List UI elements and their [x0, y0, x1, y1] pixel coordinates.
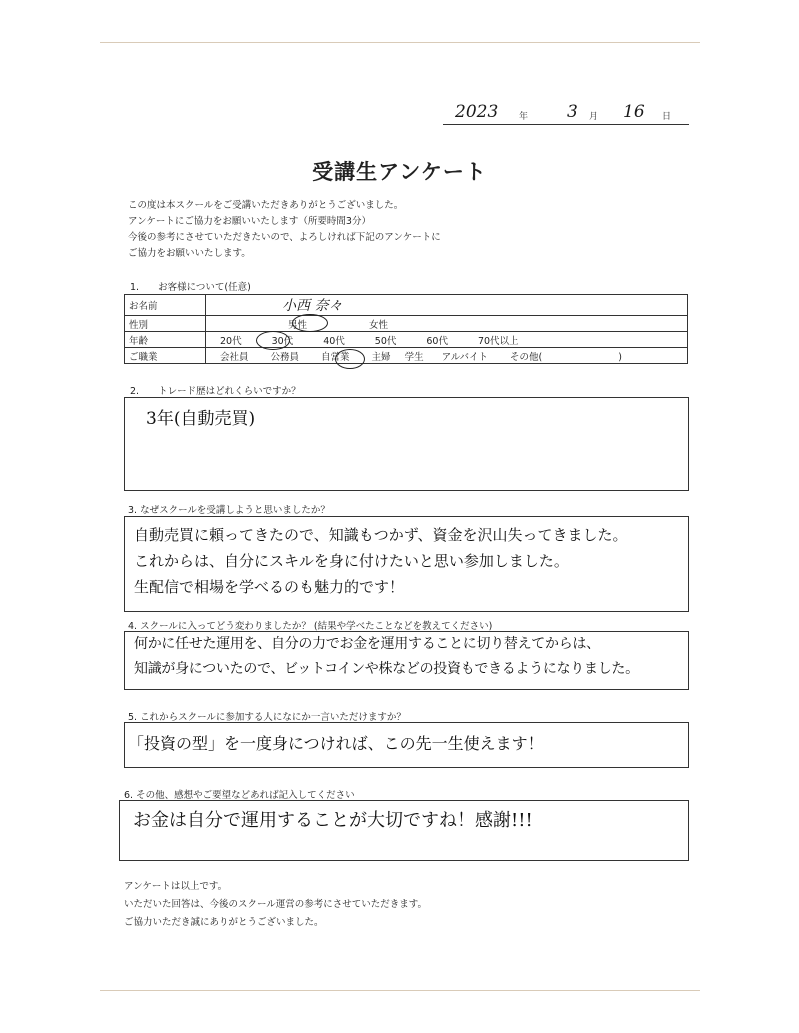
- intro-text: [128, 198, 441, 262]
- date-row: [443, 100, 689, 124]
- date-month-unit: 月: [589, 112, 599, 122]
- job-selection-circle: [335, 349, 365, 369]
- date-year-unit: 年: [519, 112, 529, 122]
- name-label: お名前: [125, 295, 206, 316]
- age-option-50s[interactable]: 50代: [374, 335, 397, 347]
- q3-answer: [134, 522, 628, 600]
- gender-options: [206, 316, 688, 332]
- age-label: 年齢: [125, 332, 206, 348]
- q4-answer-line: 何かに任せた運用を、自分の力でお金を運用することに切り替えてからは、: [134, 636, 600, 652]
- age-option-20s[interactable]: 20代: [220, 335, 242, 347]
- date-underline: [443, 124, 689, 125]
- name-value: 小西 奈々: [282, 298, 343, 314]
- q5-heading: 5. これからスクールに参加する人になにか一言いただけますか？: [128, 712, 406, 723]
- gender-row: [125, 316, 688, 332]
- age-option-60s[interactable]: 60代: [426, 335, 448, 347]
- intro-line: アンケートにご協力をお願いいたします（所要時間3分）: [128, 216, 371, 227]
- job-option-homemaker[interactable]: 主婦: [371, 351, 391, 363]
- q3-answer-line: 自動売買に頼ってきたので、知識もつかず、資金を沢山失ってきました。: [134, 526, 628, 544]
- age-option-70plus[interactable]: 70代以上: [477, 335, 519, 347]
- job-option-self-employed[interactable]: 自営業: [321, 351, 350, 363]
- q6-heading: 6. その他、感想やご要望などあれば記入してください: [124, 790, 355, 801]
- intro-line: この度は本スクールをご受講いただきありがとうございました。: [128, 200, 404, 211]
- date-year: 2023: [455, 102, 499, 122]
- age-option-40s[interactable]: 40代: [323, 335, 345, 347]
- page-title: 受講生アンケート: [312, 160, 487, 184]
- job-option-other[interactable]: その他( ): [510, 351, 622, 363]
- age-option-30s[interactable]: 30代: [271, 335, 294, 347]
- page-bottom-edge: [100, 990, 700, 991]
- footer-line: ご協力いただき誠にありがとうございました。: [124, 917, 324, 928]
- q3-heading: 3. なぜスクールを受講しようと思いましたか？: [128, 505, 330, 516]
- gender-selection-circle: [292, 314, 328, 332]
- age-row: [125, 332, 688, 348]
- q3-answer-line: 生配信で相場を学べるのも魅力的です！: [134, 578, 405, 596]
- q4-answer: [134, 632, 639, 682]
- job-option-employee[interactable]: 会社員: [220, 351, 249, 363]
- footer-line: アンケートは以上です。: [124, 881, 228, 892]
- job-label: ご職業: [125, 348, 206, 364]
- gender-option-male[interactable]: 男性: [288, 319, 308, 331]
- age-selection-circle: [256, 331, 290, 350]
- q6-answer: お金は自分で運用することが大切ですね！感謝!!!: [133, 810, 533, 831]
- job-options: [206, 348, 688, 364]
- date-month: 3: [567, 102, 578, 122]
- page-top-edge: [100, 42, 700, 43]
- intro-line: ご協力をお願いいたします。: [128, 248, 251, 259]
- gender-label: 性別: [125, 316, 206, 332]
- date-day: 16: [623, 102, 645, 122]
- gender-option-female[interactable]: 女性: [369, 319, 389, 331]
- name-field[interactable]: [206, 295, 688, 316]
- q5-answer: 「投資の型」を一度身につければ、この先一生使えます！: [128, 734, 544, 753]
- q4-heading: 4. スクールに入ってどう変わりましたか？ (結果や学べたことなどを教えてください): [128, 621, 493, 632]
- section1-heading: 1. お客様について(任意): [130, 282, 251, 293]
- footer-line: いただいた回答は、今後のスクール運営の参考にさせていただきます。: [124, 899, 428, 910]
- name-row: [125, 295, 688, 316]
- q2-heading: 2. トレード歴はどれくらいですか？: [130, 386, 301, 397]
- intro-line: 今後の参考にさせていただきたいので、よろしければ下記のアンケートに: [128, 232, 441, 243]
- job-option-part-time[interactable]: アルバイト: [441, 351, 489, 363]
- q4-answer-line: 知識が身についたので、ビットコインや株などの投資もできるようになりました。: [134, 661, 639, 677]
- job-option-civil-servant[interactable]: 公務員: [270, 351, 300, 363]
- customer-info-table: [124, 294, 688, 364]
- job-row: [125, 348, 688, 364]
- q3-answer-line: これからは、自分にスキルを身に付けたいと思い参加しました。: [134, 552, 569, 570]
- q2-answer: 3年(自動売買): [146, 409, 256, 429]
- job-option-student[interactable]: 学生: [404, 351, 424, 363]
- date-day-unit: 日: [662, 112, 672, 122]
- footer-text: [124, 878, 427, 932]
